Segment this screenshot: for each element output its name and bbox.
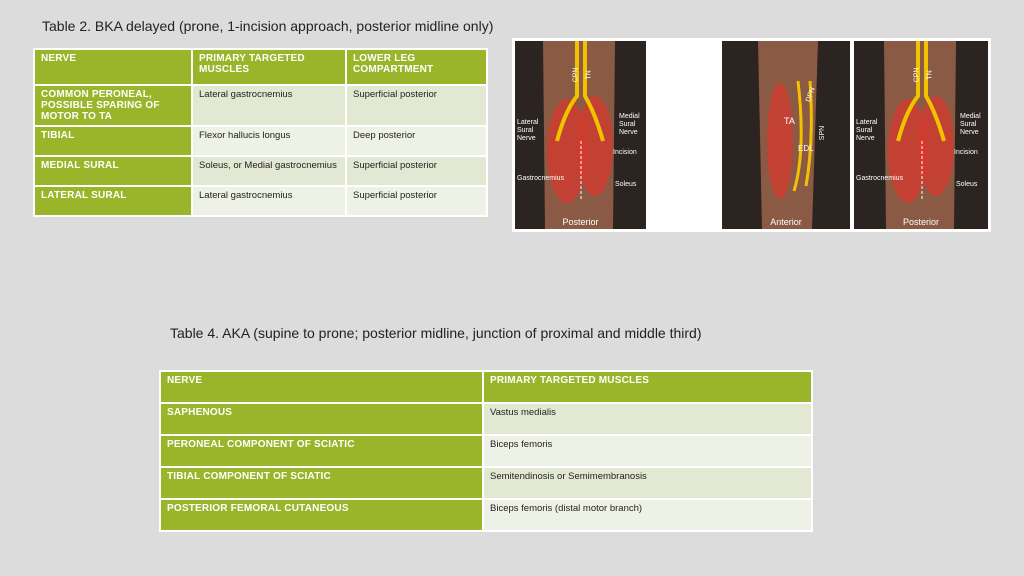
muscle-cell: Flexor hallucis longus bbox=[192, 126, 346, 156]
posterior-leg-panel-right bbox=[854, 41, 988, 229]
table-row bbox=[160, 499, 812, 531]
table-header-row bbox=[160, 371, 812, 403]
medial-sural-label: Medial Sural Nerve bbox=[619, 113, 640, 136]
nerve-cell: TIBIAL COMPONENT OF SCIATIC bbox=[160, 467, 483, 499]
compartment-cell: Deep posterior bbox=[346, 126, 487, 156]
edl-label: EDL bbox=[798, 144, 814, 153]
muscle-cell: Semitendinosis or Semimembranosis bbox=[483, 467, 812, 499]
ta-label: TA bbox=[784, 116, 795, 126]
muscle-cell: Lateral gastrocnemius bbox=[192, 85, 346, 126]
spn-label: SPN bbox=[819, 125, 827, 141]
cpn-label: CPN bbox=[913, 67, 921, 83]
view-label: Posterior bbox=[562, 217, 599, 227]
header-nerve: NERVE bbox=[34, 49, 192, 85]
compartment-cell: Superficial posterior bbox=[346, 156, 487, 186]
soleus-label: Soleus bbox=[956, 181, 978, 188]
table-row bbox=[160, 403, 812, 435]
muscle-cell: Soleus, or Medial gastrocnemius bbox=[192, 156, 346, 186]
leg-anatomy-figure bbox=[512, 38, 991, 232]
table-row bbox=[34, 126, 487, 156]
nerve-cell: MEDIAL SURAL bbox=[34, 156, 192, 186]
compartment-cell: Superficial posterior bbox=[346, 186, 487, 216]
anterior-leg-panel bbox=[722, 41, 850, 229]
nerve-cell: TIBIAL bbox=[34, 126, 192, 156]
table2-caption: Table 2. BKA delayed (prone, 1-incision approach, posterior midline only) bbox=[42, 18, 494, 34]
header-compartment: LOWER LEG COMPARTMENT bbox=[346, 49, 487, 85]
table-row bbox=[160, 467, 812, 499]
gastrocnemius-label: Gastrocnemius bbox=[517, 175, 565, 182]
tn-label: TN bbox=[585, 70, 593, 80]
muscle-cell: Biceps femoris (distal motor branch) bbox=[483, 499, 812, 531]
incision-label: Incision bbox=[613, 149, 637, 156]
view-label: Posterior bbox=[902, 217, 939, 227]
cpn-label: CPN bbox=[572, 67, 580, 83]
soleus-label: Soleus bbox=[615, 181, 637, 188]
table-row bbox=[34, 85, 487, 126]
incision-label: Incision bbox=[954, 149, 978, 156]
nerve-cell: COMMON PERONEAL, POSSIBLE SPARING OF MOTOR TO TA bbox=[34, 85, 192, 126]
table-row bbox=[34, 156, 487, 186]
gastrocnemius-label: Gastrocnemius bbox=[856, 175, 904, 182]
view-label: Anterior bbox=[770, 217, 802, 227]
table4 bbox=[159, 370, 813, 532]
muscle-cell: Lateral gastrocnemius bbox=[192, 186, 346, 216]
header-nerve: NERVE bbox=[160, 371, 483, 403]
table4-caption: Table 4. AKA (supine to prone; posterior midline, junction of proximal and middle third) bbox=[170, 325, 702, 341]
tn-label: TN bbox=[926, 70, 934, 80]
nerve-cell: SAPHENOUS bbox=[160, 403, 483, 435]
dpn-label: DPN bbox=[805, 86, 817, 103]
table-row bbox=[34, 186, 487, 216]
header-muscles: PRIMARY TARGETED MUSCLES bbox=[483, 371, 812, 403]
table2 bbox=[33, 48, 488, 217]
lateral-sural-label: Lateral Sural Nerve bbox=[856, 119, 878, 142]
table-header-row bbox=[34, 49, 487, 85]
nerve-cell: LATERAL SURAL bbox=[34, 186, 192, 216]
muscle-cell: Vastus medialis bbox=[483, 403, 812, 435]
medial-sural-label: Medial Sural Nerve bbox=[960, 113, 981, 136]
compartment-cell: Superficial posterior bbox=[346, 85, 487, 126]
lateral-sural-label: Lateral Sural Nerve bbox=[517, 119, 539, 142]
anterior-leg-drawing bbox=[722, 41, 850, 229]
nerve-cell: PERONEAL COMPONENT OF SCIATIC bbox=[160, 435, 483, 467]
header-muscles: PRIMARY TARGETED MUSCLES bbox=[192, 49, 346, 85]
table-row bbox=[160, 435, 812, 467]
nerve-cell: POSTERIOR FEMORAL CUTANEOUS bbox=[160, 499, 483, 531]
posterior-leg-panel-left bbox=[515, 41, 646, 229]
muscle-cell: Biceps femoris bbox=[483, 435, 812, 467]
